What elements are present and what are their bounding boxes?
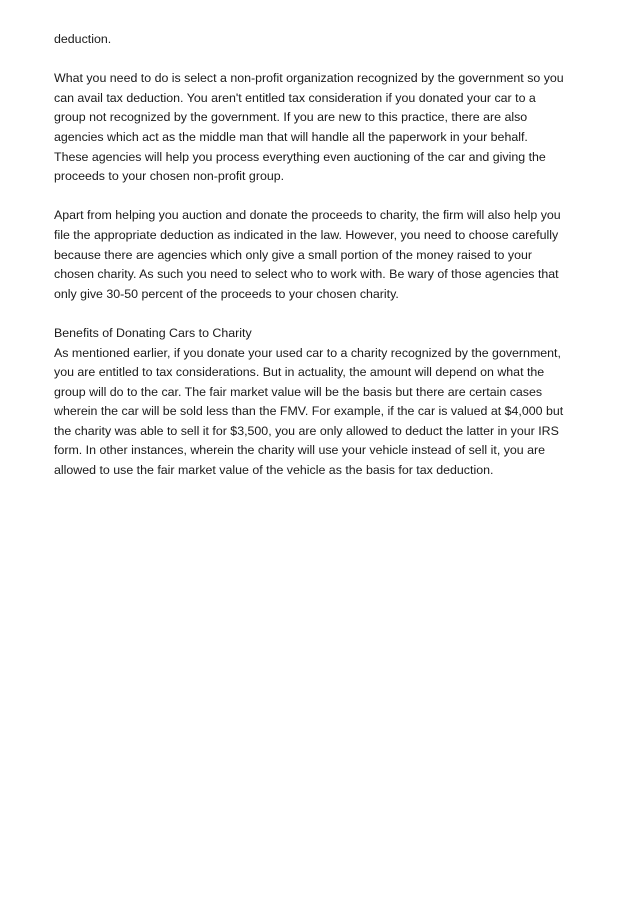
document-page: [54, 30, 602, 500]
text-line: As mentioned earlier, if you donate your used car to a charity recognized by the government,: [54, 345, 561, 360]
text-line: deduction.: [54, 32, 112, 46]
text-line: you are entitled to tax considerations. But in actuality, the amount will depend on what the: [54, 365, 545, 380]
paragraph-select-nonprofit: [54, 69, 602, 187]
section-heading: Benefits of Donating Cars to Charity: [54, 325, 252, 340]
text-line: only give 30-50 percent of the proceeds to your chosen charity.: [54, 286, 399, 301]
text-line: agencies which act as the middle man that will handle all the paperwork in your behalf.: [54, 129, 528, 144]
text-line: chosen charity. As such you need to select who to work with. Be wary of those agencies that: [54, 267, 559, 282]
text-line: What you need to do is select a non-profit organization recognized by the government so you: [54, 71, 564, 86]
text-line: allowed to use the fair market value of the vehicle as the basis for tax deduction.: [54, 463, 494, 478]
text-line: the charity was able to sell it for $3,500, you are only allowed to deduct the latter in your IRS: [54, 423, 559, 438]
text-line: proceeds to your chosen non-profit group.: [54, 169, 285, 184]
paragraph-benefits: [54, 324, 602, 481]
paragraph-agencies: [54, 206, 602, 304]
text-line: Apart from helping you auction and donate the proceeds to charity, the firm will also help you: [54, 208, 561, 223]
text-line: file the appropriate deduction as indicated in the law. However, you need to choose carefully: [54, 227, 559, 242]
text-line: can avail tax deduction. You aren't entitled tax consideration if you donated your car to a: [54, 90, 536, 105]
text-line: These agencies will help you process everything even auctioning of the car and giving the: [54, 149, 546, 164]
text-line: group not recognized by the government. If you are new to this practice, there are also: [54, 110, 528, 125]
text-line: because there are agencies which only give a small portion of the money raised to your: [54, 247, 532, 262]
text-line: group will do to the car. The fair market value will be the basis but there are certain cases: [54, 384, 543, 399]
paragraph-continuation: [54, 30, 602, 50]
text-line: wherein the car will be sold less than the FMV. For example, if the car is valued at $4,000 but: [54, 404, 564, 419]
text-line: form. In other instances, wherein the charity will use your vehicle instead of sell it, you are: [54, 443, 546, 458]
